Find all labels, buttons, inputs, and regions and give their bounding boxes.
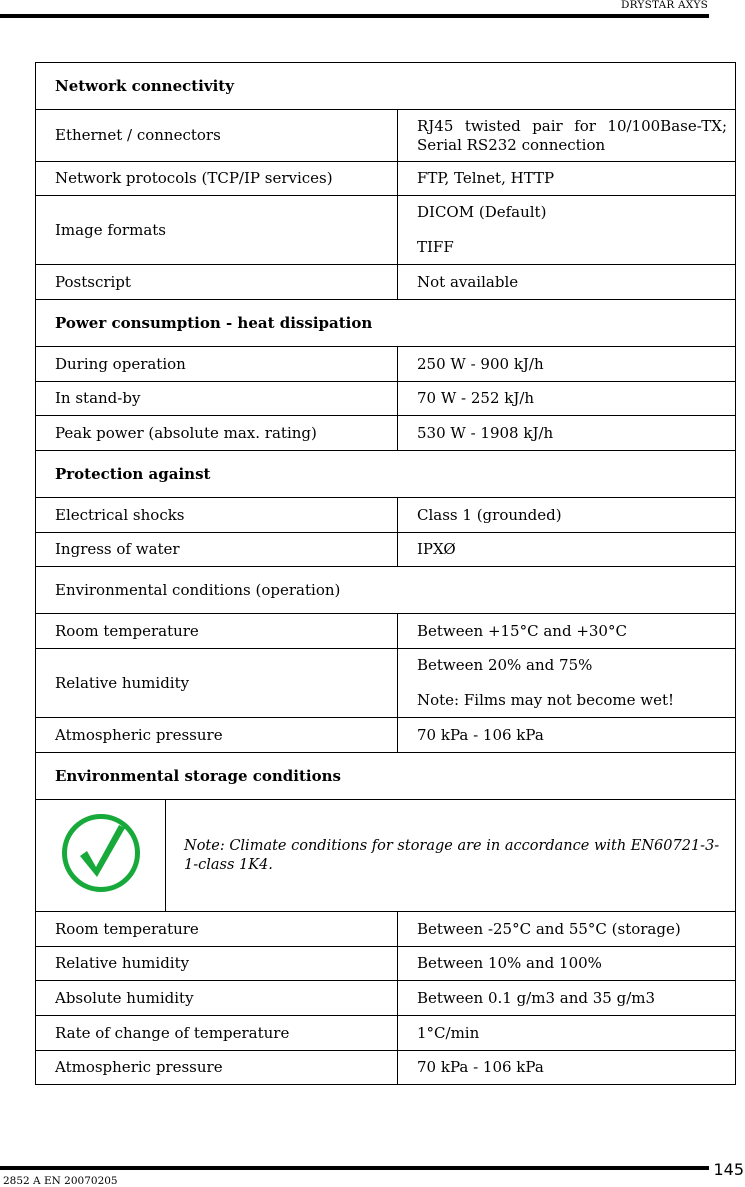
table-row [36,533,736,567]
value-line: Between 20% and 75% [417,656,593,674]
row-label: Electrical shocks [36,498,398,533]
row-label: Network protocols (TCP/IP services) [36,162,398,196]
note-icon-cell [36,800,166,911]
row-value [398,649,736,718]
section-header-env-operation [36,567,736,614]
note-text: Note: Climate conditions for storage are in accordance with EN60721-3-1-class 1K4. [184,837,720,873]
row-label: Postscript [36,265,398,300]
table-row [36,196,736,265]
header-title: DRYSTAR AXYS [621,0,708,11]
table-row [36,1051,736,1085]
row-label: In stand-by [36,382,398,416]
section-header-env-storage [36,753,736,800]
row-label: During operation [36,347,398,382]
section-title: Protection against [36,451,736,498]
row-label: Room temperature [36,912,398,947]
section-header-power [36,300,736,347]
row-value: Between -25°C and 55°C (storage) [398,912,736,947]
section-title: Network connectivity [36,63,736,110]
table-row [36,981,736,1016]
row-label: Relative humidity [36,649,398,718]
row-value: RJ45 twisted pair for 10/100Base-TX; Serial RS232 connection [398,110,736,162]
row-value: Not available [398,265,736,300]
table-row [36,265,736,300]
table-row [36,498,736,533]
value-line: TIFF [417,238,454,256]
row-label: Room temperature [36,614,398,649]
table-row [36,614,736,649]
row-value [398,196,736,265]
section-header-network [36,63,736,110]
section-title: Environmental conditions (operation) [36,567,736,614]
section-title: Power consumption - heat dissipation [36,300,736,347]
table-row [36,1016,736,1051]
row-value: 530 W - 1908 kJ/h [398,416,736,451]
row-value: Between +15°C and +30°C [398,614,736,649]
row-value: 70 W - 252 kJ/h [398,382,736,416]
header-rule [0,14,709,18]
row-value: Class 1 (grounded) [398,498,736,533]
row-value: Between 0.1 g/m3 and 35 g/m3 [398,981,736,1016]
row-value: 250 W - 900 kJ/h [398,347,736,382]
table-row [36,912,736,947]
row-value: IPXØ [398,533,736,567]
table-row [36,162,736,196]
row-label: Peak power (absolute max. rating) [36,416,398,451]
row-value: 70 kPa - 106 kPa [398,718,736,753]
page-number: 145 [713,1160,744,1179]
row-label: Atmospheric pressure [36,718,398,753]
section-title: Environmental storage conditions [36,753,736,800]
footer-rule [0,1166,709,1170]
footer-doc-id: 2852 A EN 20070205 [3,1175,118,1187]
row-label: Rate of change of temperature [36,1016,398,1051]
section-header-protection [36,451,736,498]
value-line: DICOM (Default) [417,203,547,221]
row-label: Atmospheric pressure [36,1051,398,1085]
table-row [36,649,736,718]
row-value: Between 10% and 100% [398,947,736,981]
table-row [36,110,736,162]
table-row [36,382,736,416]
checkmark-icon [61,813,141,893]
table-row [36,947,736,981]
row-label: Image formats [36,196,398,265]
row-value: 70 kPa - 106 kPa [398,1051,736,1085]
row-value: FTP, Telnet, HTTP [398,162,736,196]
row-label: Relative humidity [36,947,398,981]
row-value: 1°C/min [398,1016,736,1051]
note-row [36,800,736,912]
table-row [36,416,736,451]
row-label: Ethernet / connectors [36,110,398,162]
value-line: Note: Films may not become wet! [417,691,675,709]
table-row [36,347,736,382]
row-label: Ingress of water [36,533,398,567]
spec-table [35,62,736,1085]
table-row [36,718,736,753]
row-label: Absolute humidity [36,981,398,1016]
